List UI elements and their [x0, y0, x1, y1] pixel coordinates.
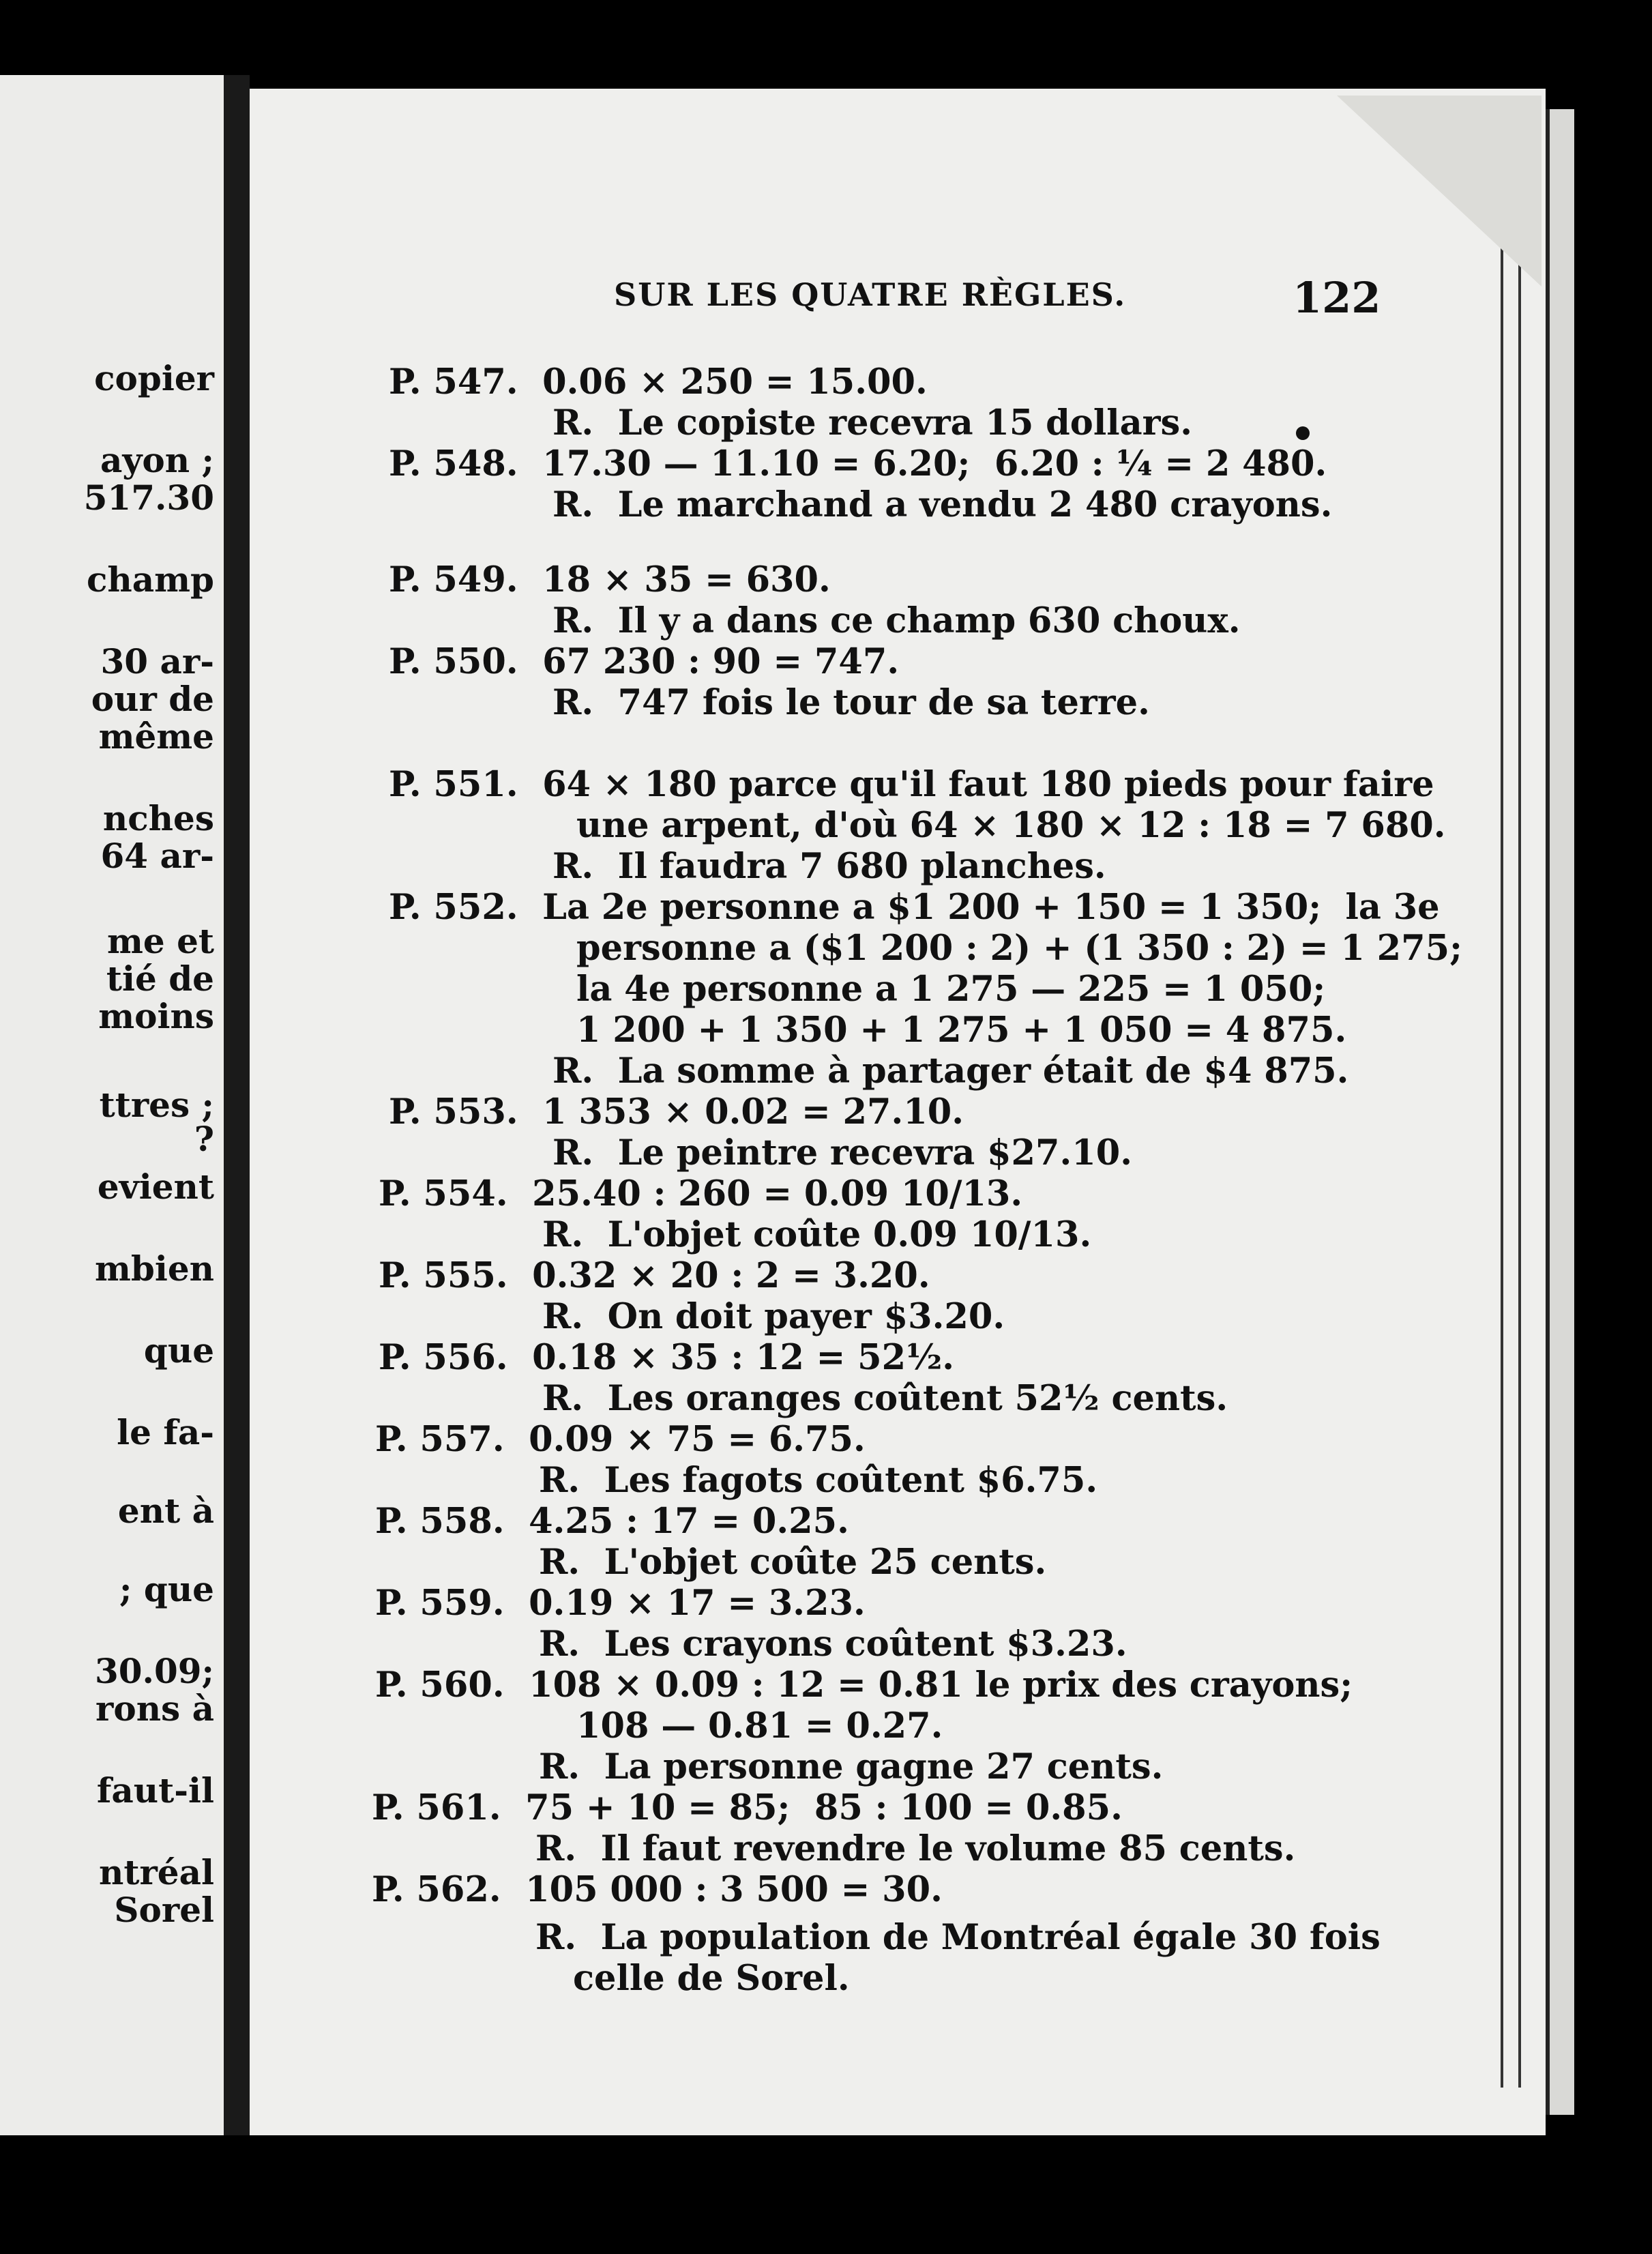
left-fragment: our de — [91, 679, 214, 719]
continuation-line: 1 200 + 1 350 + 1 275 + 1 050 = 4 875. — [576, 1010, 1347, 1051]
left-fragment: nches — [102, 798, 214, 838]
left-fragment: Sorel — [114, 1890, 214, 1930]
left-fragment: 30 ar- — [100, 641, 214, 682]
page-edge-outer — [1546, 109, 1574, 2115]
left-fragment: tié de — [106, 958, 214, 999]
problem-line: P. 554. 25.40 : 260 = 0.09 10/13. — [379, 1173, 1023, 1214]
answer-line: R. La personne gagne 27 cents. — [539, 1746, 1164, 1787]
left-fragment: ent à — [117, 1491, 214, 1531]
left-fragment: 517.30 — [83, 478, 214, 518]
answer-line: R. Les fagots coûtent $6.75. — [539, 1460, 1098, 1501]
continuation-line: celle de Sorel. — [573, 1958, 850, 1999]
problem-line: P. 551. 64 × 180 parce qu'il faut 180 pieds pour faire — [389, 764, 1434, 805]
continuation-line: une arpent, d'où 64 × 180 × 12 : 18 = 7 680. — [576, 805, 1446, 846]
answer-line: R. On doit payer $3.20. — [542, 1296, 1005, 1337]
left-fragment: ayon ; — [100, 440, 214, 480]
problem-line: P. 559. 0.19 × 17 = 3.23. — [375, 1583, 866, 1624]
left-fragment: ttres ; — [99, 1085, 214, 1125]
left-fragment: que — [143, 1330, 214, 1371]
problem-line: P. 547. 0.06 × 250 = 15.00. — [389, 362, 928, 402]
left-fragment: me et — [106, 921, 214, 961]
left-fragment: 30.09; — [94, 1651, 214, 1691]
problem-line: P. 548. 17.30 — 11.10 = 6.20; 6.20 : ¼ = 2 480. — [389, 443, 1327, 484]
left-fragment: le fa- — [117, 1412, 214, 1452]
continuation-line: 108 — 0.81 = 0.27. — [576, 1706, 943, 1746]
answer-line: R. Le marchand a vendu 2 480 crayons. — [552, 484, 1333, 525]
continuation-line: la 4e personne a 1 275 — 225 = 1 050; — [576, 969, 1326, 1010]
answer-line: R. Il faudra 7 680 planches. — [552, 846, 1106, 887]
answer-line: R. Il faut revendre le volume 85 cents. — [535, 1828, 1296, 1869]
left-fragment: ; que — [119, 1569, 214, 1609]
answer-line: R. Le copiste recevra 15 dollars. — [552, 402, 1192, 443]
running-title: SUR LES QUATRE RÈGLES. — [614, 276, 1127, 313]
answer-line: R. L'objet coûte 0.09 10/13. — [542, 1214, 1092, 1255]
left-fragment: ? — [194, 1119, 214, 1159]
page-number: 122 — [1293, 273, 1381, 323]
problem-line: P. 562. 105 000 : 3 500 = 30. — [372, 1869, 943, 1910]
problem-line: P. 555. 0.32 × 20 : 2 = 3.20. — [379, 1255, 930, 1296]
answer-line: R. Les crayons coûtent $3.23. — [539, 1624, 1127, 1665]
problem-line: P. 556. 0.18 × 35 : 12 = 52½. — [379, 1337, 955, 1378]
left-fragment: moins — [98, 996, 214, 1036]
left-fragment: champ — [86, 559, 214, 600]
answer-line: R. Le peintre recevra $27.10. — [552, 1132, 1132, 1173]
left-fragment: copier — [94, 358, 214, 398]
answer-line: R. Il y a dans ce champ 630 choux. — [552, 600, 1241, 641]
book-gutter — [224, 75, 250, 2135]
answer-line: R. La somme à partager était de $4 875. — [552, 1051, 1349, 1092]
answer-line: R. 747 fois le tour de sa terre. — [552, 682, 1150, 723]
answer-line: R. Les oranges coûtent 52½ cents. — [542, 1378, 1228, 1419]
problem-line: P. 550. 67 230 : 90 = 747. — [389, 641, 900, 682]
left-fragment: même — [98, 716, 214, 757]
problem-line: P. 549. 18 × 35 = 630. — [389, 559, 831, 600]
problem-line: P. 557. 0.09 × 75 = 6.75. — [375, 1419, 866, 1460]
left-fragment: evient — [97, 1167, 214, 1207]
problem-line: P. 558. 4.25 : 17 = 0.25. — [375, 1501, 849, 1542]
folded-corner — [1337, 96, 1542, 287]
left-fragment: faut-il — [96, 1770, 214, 1811]
problem-line: P. 553. 1 353 × 0.02 = 27.10. — [389, 1092, 964, 1132]
left-page — [0, 75, 224, 2135]
left-fragment: rons à — [95, 1688, 214, 1729]
problem-line: P. 552. La 2e personne a $1 200 + 150 = 1 350; la 3e — [389, 887, 1440, 928]
problem-line: P. 561. 75 + 10 = 85; 85 : 100 = 0.85. — [372, 1787, 1123, 1828]
ink-dot — [1296, 426, 1310, 440]
left-fragment: 64 ar- — [100, 836, 214, 876]
left-fragment: mbien — [94, 1248, 214, 1289]
continuation-line: personne a ($1 200 : 2) + (1 350 : 2) = 1 275; — [576, 928, 1462, 969]
page-edge — [1501, 109, 1521, 2088]
answer-line: R. La population de Montréal égale 30 fois — [535, 1917, 1381, 1958]
answer-line: R. L'objet coûte 25 cents. — [539, 1542, 1047, 1583]
left-fragment: ntréal — [99, 1852, 214, 1892]
problem-line: P. 560. 108 × 0.09 : 12 = 0.81 le prix des crayons; — [375, 1665, 1353, 1706]
